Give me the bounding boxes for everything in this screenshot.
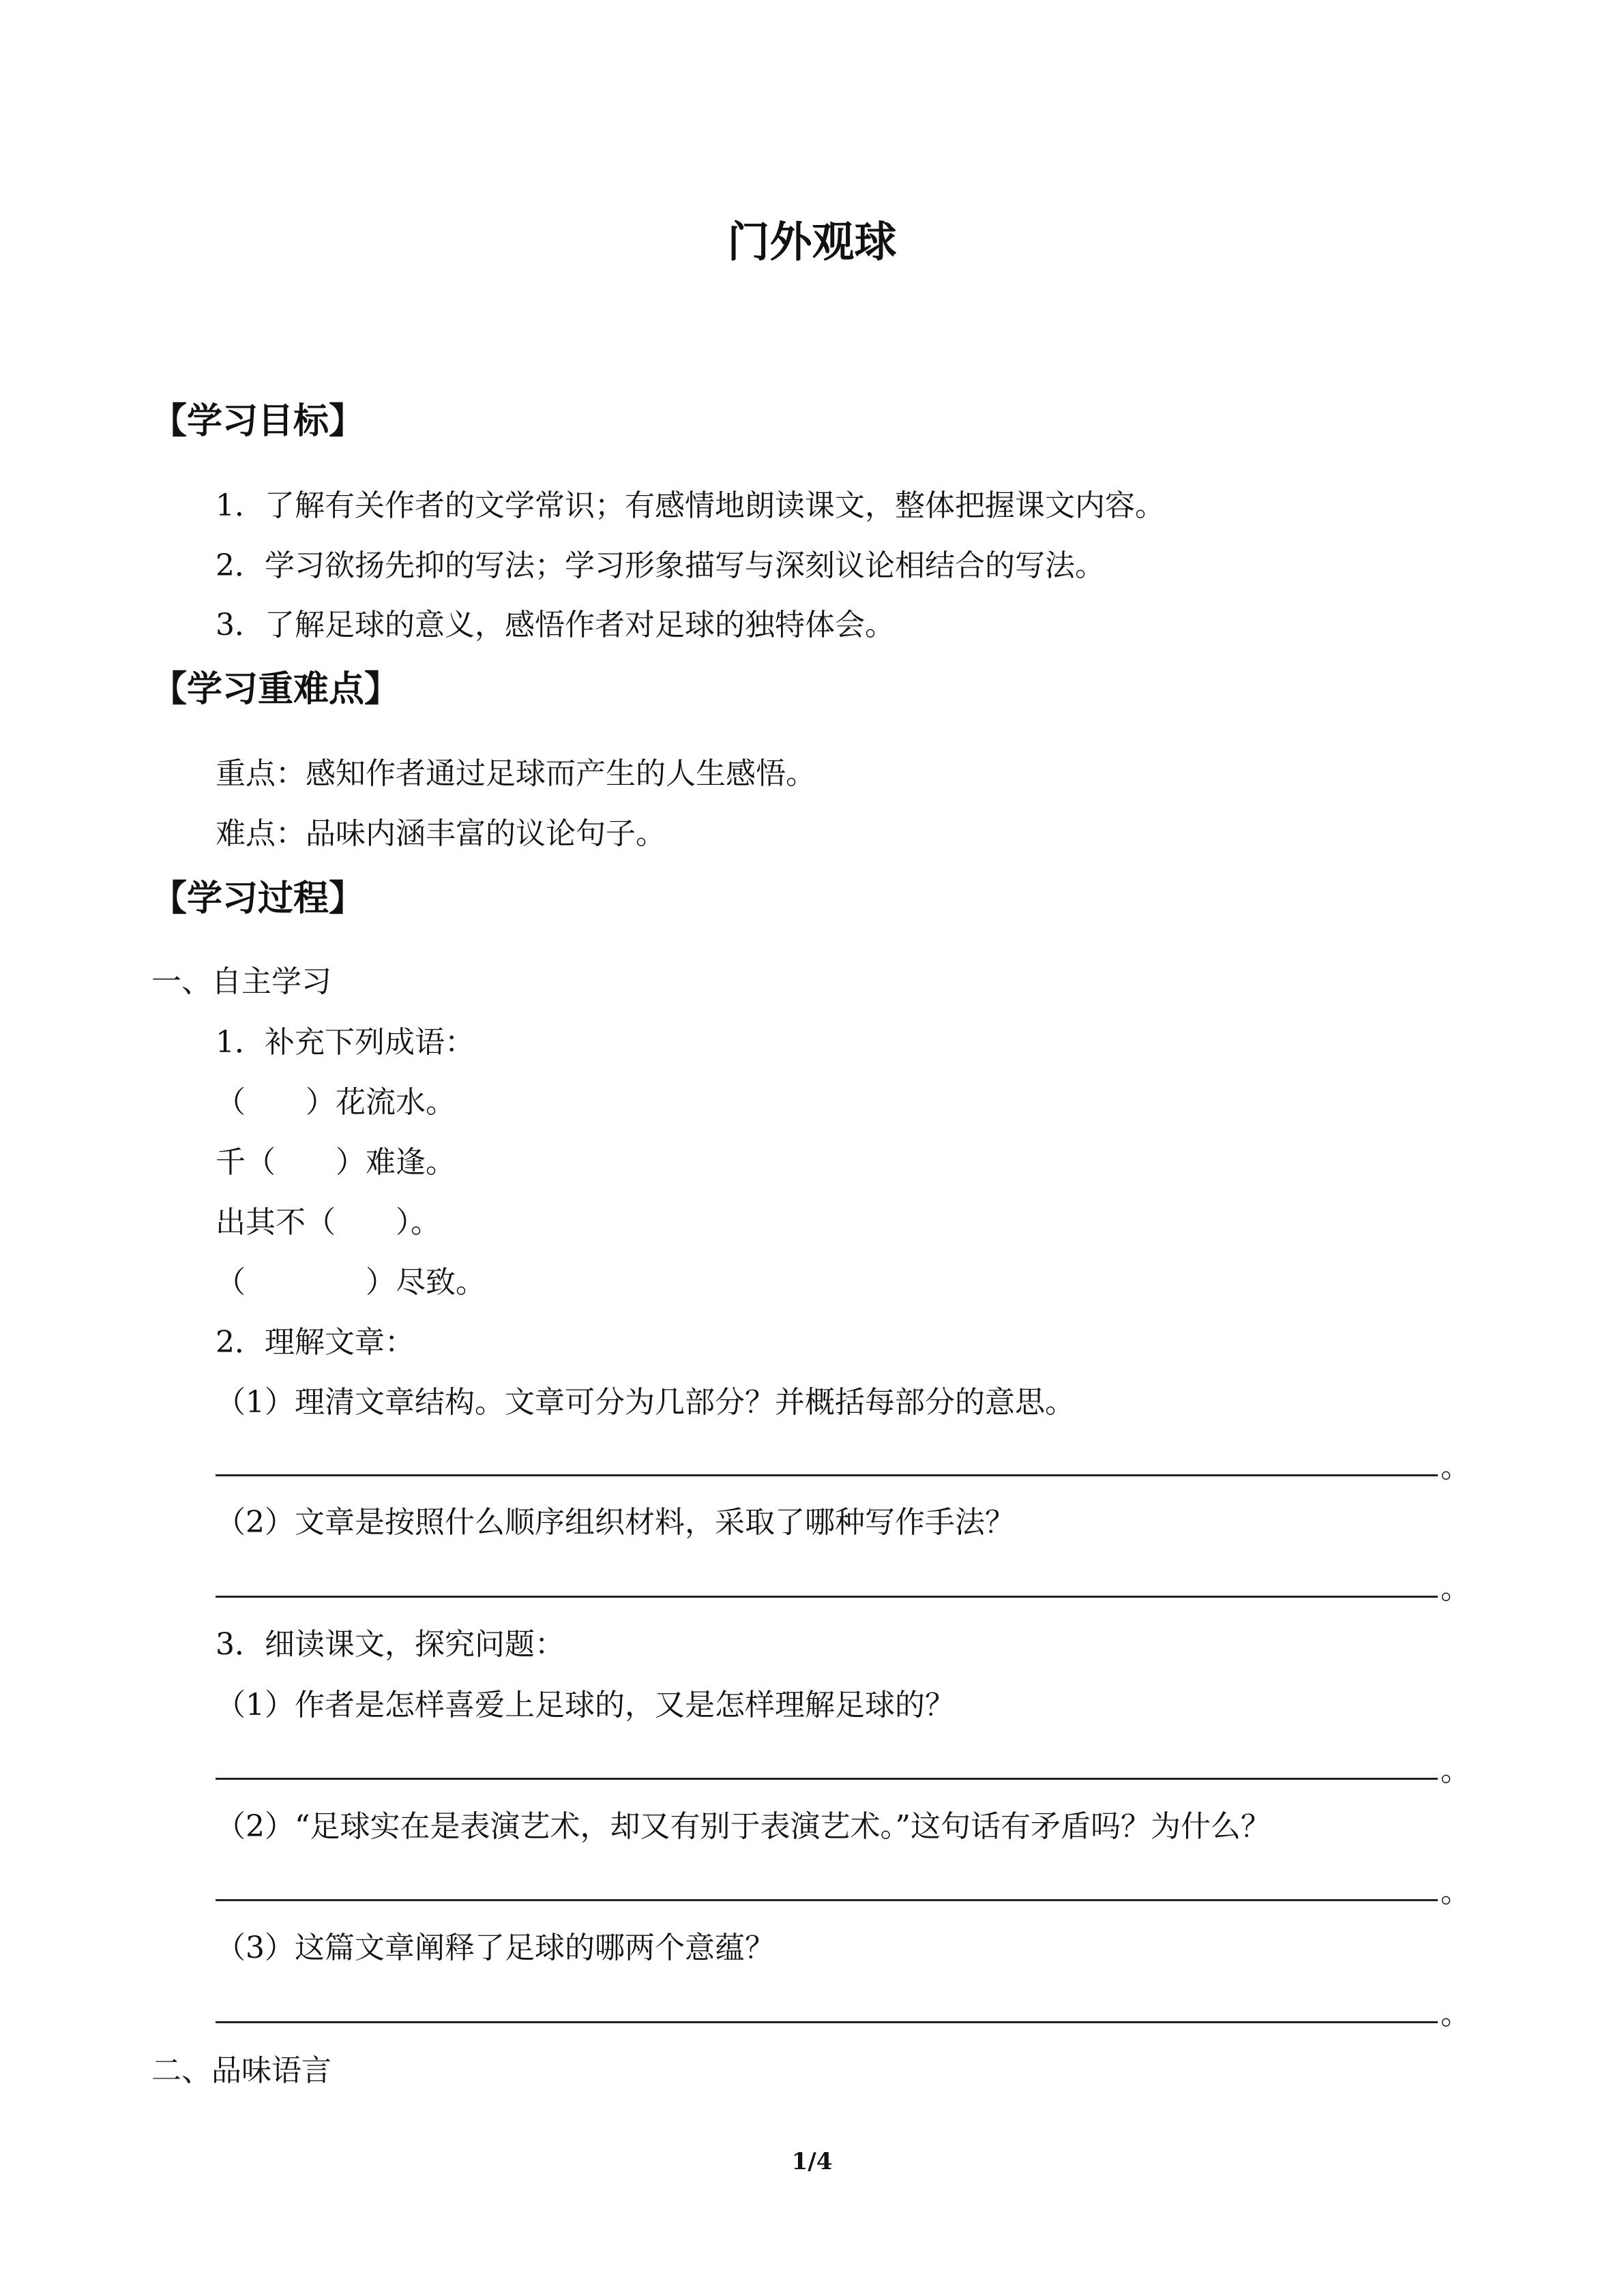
- section-objectives: 【学习目标】: [151, 401, 365, 442]
- question-3: 3．细读课文，探究问题：: [216, 1627, 565, 1662]
- answer-end-mark: 。: [1441, 1571, 1471, 1606]
- page-number: 1/4: [791, 2148, 833, 2175]
- idiom-2: 千（ ）难逢。: [216, 1145, 456, 1180]
- question-2-1: （1）理清文章结构。文章可分为几部分？并概括每部分的意思。: [216, 1385, 1075, 1420]
- question-3-2: （2）“足球实在是表演艺术，却又有别于表演艺术。”这句话有矛盾吗？为什么？: [216, 1809, 1271, 1844]
- answer-end-mark: 。: [1441, 1875, 1471, 1909]
- answer-line-2-1[interactable]: [216, 1474, 1438, 1476]
- answer-line-3-3[interactable]: [216, 2021, 1438, 2023]
- answer-end-mark: 。: [1441, 1450, 1471, 1485]
- objective-item-1: 1．了解有关作者的文学常识；有感情地朗读课文，整体把握课文内容。: [216, 488, 1165, 523]
- section-process: 【学习过程】: [151, 878, 365, 919]
- part2-heading: 二、品味语言: [151, 2053, 331, 2088]
- idiom-1: （ ）花流水。: [216, 1085, 456, 1120]
- answer-line-3-1[interactable]: [216, 1778, 1438, 1780]
- part1-heading: 一、自主学习: [151, 964, 331, 999]
- idiom-4: （ ）尽致。: [216, 1265, 486, 1300]
- objective-item-2: 2．学习欲扬先抑的写法；学习形象描写与深刻议论相结合的写法。: [216, 548, 1105, 583]
- answer-line-3-2[interactable]: [216, 1899, 1438, 1901]
- answer-line-2-2[interactable]: [216, 1596, 1438, 1598]
- question-1: 1．补充下列成语：: [216, 1025, 475, 1060]
- question-3-3: （3）这篇文章阐释了足球的哪两个意蕴？: [216, 1930, 775, 1965]
- objective-item-3: 3．了解足球的意义，感悟作者对足球的独特体会。: [216, 608, 895, 642]
- keypoint-focus: 重点：感知作者通过足球而产生的人生感悟。: [216, 756, 816, 791]
- answer-end-mark: 。: [1441, 1997, 1471, 2031]
- keypoint-difficulty: 难点：品味内涵丰富的议论句子。: [216, 816, 666, 851]
- section-keypoints: 【学习重难点】: [151, 669, 400, 710]
- question-2-2: （2）文章是按照什么顺序组织材料，采取了哪种写作手法？: [216, 1505, 1015, 1540]
- question-3-1: （1）作者是怎样喜爱上足球的，又是怎样理解足球的？: [216, 1688, 955, 1723]
- idiom-3: 出其不（ ）。: [216, 1205, 441, 1240]
- answer-end-mark: 。: [1441, 1753, 1471, 1788]
- page-title: 门外观球: [727, 217, 897, 267]
- question-2: 2．理解文章：: [216, 1325, 415, 1360]
